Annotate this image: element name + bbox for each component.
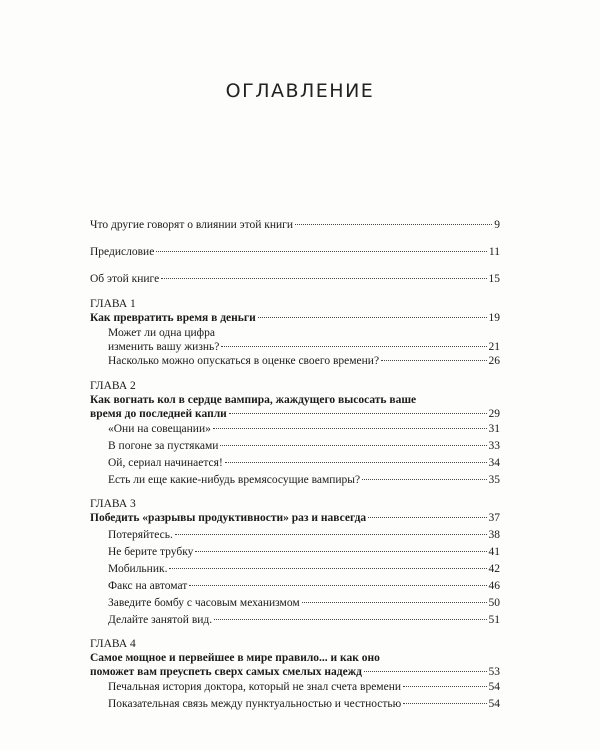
toc-entry-text: Что другие говорят о влиянии этой книги xyxy=(90,219,294,231)
chapter-title-1[interactable] xyxy=(90,311,500,325)
toc-subentry-1-1[interactable] xyxy=(108,354,500,368)
leader-dots xyxy=(161,278,486,279)
toc-subentry-2-2[interactable] xyxy=(108,456,500,470)
chapter-title-line1: Самое мощное и первейшее в мире правило... и как оно xyxy=(90,652,380,664)
toc-subentry-page: 34 xyxy=(488,457,500,469)
chapter-page: 19 xyxy=(488,312,500,324)
toc-subentry-4-1[interactable] xyxy=(108,697,500,711)
toc-subentry-page: 31 xyxy=(488,423,500,435)
leader-dots xyxy=(403,703,486,704)
toc-subentry-text: Насколько можно опускаться в оценке своего времени? xyxy=(108,355,380,367)
toc-subentry-3-5[interactable] xyxy=(108,613,500,627)
leader-dots xyxy=(169,568,486,569)
leader-dots xyxy=(225,462,487,463)
toc-subentry-page: 51 xyxy=(488,614,500,626)
chapter-title-text: Как превратить время в деньги xyxy=(90,312,256,324)
toc-entry-front-2[interactable] xyxy=(90,272,500,286)
chapter-page: 37 xyxy=(488,512,500,524)
leader-dots xyxy=(221,346,486,347)
toc-subentry-page: 46 xyxy=(488,580,500,592)
toc-subentry-text: изменить вашу жизнь? xyxy=(108,341,220,353)
leader-dots xyxy=(220,445,486,446)
chapter-label-4: ГЛАВА 4 xyxy=(90,638,136,650)
toc-entry-front-0[interactable] xyxy=(90,218,500,232)
toc-subentry-page: 26 xyxy=(488,355,500,367)
chapter-title-2[interactable] xyxy=(90,393,500,421)
toc-subentry-page: 50 xyxy=(488,597,500,609)
toc-subentry-page: 42 xyxy=(488,563,500,575)
toc-subentry-text: Не берите трубку xyxy=(108,546,194,558)
leader-dots xyxy=(213,428,487,429)
toc-entry-page: 11 xyxy=(488,246,500,258)
leader-dots xyxy=(258,317,487,318)
chapter-title-line1: Как вогнать кол в сердце вампира, жаждущего высосать ваше xyxy=(90,394,417,406)
toc-subentry-text: Факс на автомат xyxy=(108,580,188,592)
toc-entry-page: 15 xyxy=(488,273,500,285)
chapter-title-3[interactable] xyxy=(90,511,500,525)
leader-dots xyxy=(189,585,486,586)
toc-subentry-text: Ой, сериал начинается! xyxy=(108,457,223,469)
leader-dots xyxy=(229,413,487,414)
leader-dots xyxy=(364,671,487,672)
chapter-title-text: Победить «разрывы продуктивности» раз и навсегда xyxy=(90,512,367,524)
leader-dots xyxy=(368,517,486,518)
leader-dots xyxy=(403,686,487,687)
toc-subentry-2-3[interactable] xyxy=(108,473,500,487)
chapter-title-4[interactable] xyxy=(90,651,500,679)
toc-subentry-page: 41 xyxy=(488,546,500,558)
leader-dots xyxy=(214,619,486,620)
toc-subentry-text: Печальная история доктора, который не знал счета времени xyxy=(108,681,401,693)
toc-subentry-text-line1: Может ли одна цифра xyxy=(108,327,215,339)
toc-subentry-3-3[interactable] xyxy=(108,579,500,593)
chapter-label-2: ГЛАВА 2 xyxy=(90,380,136,392)
leader-dots xyxy=(295,224,492,225)
toc-entry-front-1[interactable] xyxy=(90,245,500,259)
leader-dots xyxy=(381,360,486,361)
toc-subentry-text: Показательная связь между пунктуальностью и честностью xyxy=(108,698,402,710)
toc-entry-text: Об этой книге xyxy=(90,273,160,285)
toc-subentry-3-1[interactable] xyxy=(108,545,500,559)
toc-subentry-2-1[interactable] xyxy=(108,439,500,453)
toc-subentry-text: Есть ли еще какие-нибудь времясосущие вампиры? xyxy=(108,474,361,486)
leader-dots xyxy=(156,251,487,252)
toc-subentry-page: 38 xyxy=(488,529,500,541)
chapter-label-3: ГЛАВА 3 xyxy=(90,498,136,510)
toc-subentry-4-0[interactable] xyxy=(108,680,500,694)
toc-subentry-page: 54 xyxy=(488,681,500,693)
toc-subentry-2-0[interactable] xyxy=(108,422,500,436)
page-title: ОГЛАВЛЕНИЕ xyxy=(225,80,375,102)
toc-entry-page: 9 xyxy=(494,219,500,231)
chapter-title-text: время до последней капли xyxy=(90,408,227,420)
toc-subentry-page: 33 xyxy=(488,440,500,452)
toc-subentry-text: Делайте занятой вид. xyxy=(108,614,213,626)
toc-subentry-page: 54 xyxy=(488,698,500,710)
toc-subentry-3-4[interactable] xyxy=(108,596,500,610)
toc-subentry-3-0[interactable] xyxy=(108,528,500,542)
chapter-label-1: ГЛАВА 1 xyxy=(90,298,136,310)
toc-entry-text: Предисловие xyxy=(90,246,155,258)
toc-subentry-text: Мобильник. xyxy=(108,563,168,575)
chapter-page: 29 xyxy=(488,408,500,420)
leader-dots xyxy=(195,551,486,552)
leader-dots xyxy=(175,534,487,535)
leader-dots xyxy=(362,479,486,480)
toc-subentry-text: Потеряйтесь. xyxy=(108,529,173,541)
leader-dots xyxy=(302,602,487,603)
chapter-page: 53 xyxy=(488,666,500,678)
toc-subentry-text: Заведите бомбу с часовым механизмом xyxy=(108,597,300,609)
toc-subentry-page: 35 xyxy=(488,474,500,486)
toc-subentry-page: 21 xyxy=(488,341,500,353)
toc-subentry-text: «Они на совещании» xyxy=(108,423,211,435)
toc-subentry-3-2[interactable] xyxy=(108,562,500,576)
toc-subentry-1-0[interactable] xyxy=(108,326,500,354)
toc-subentry-text: В погоне за пустяками xyxy=(108,440,219,452)
chapter-title-text: поможет вам преуспеть сверх самых смелых надежд xyxy=(90,666,362,678)
